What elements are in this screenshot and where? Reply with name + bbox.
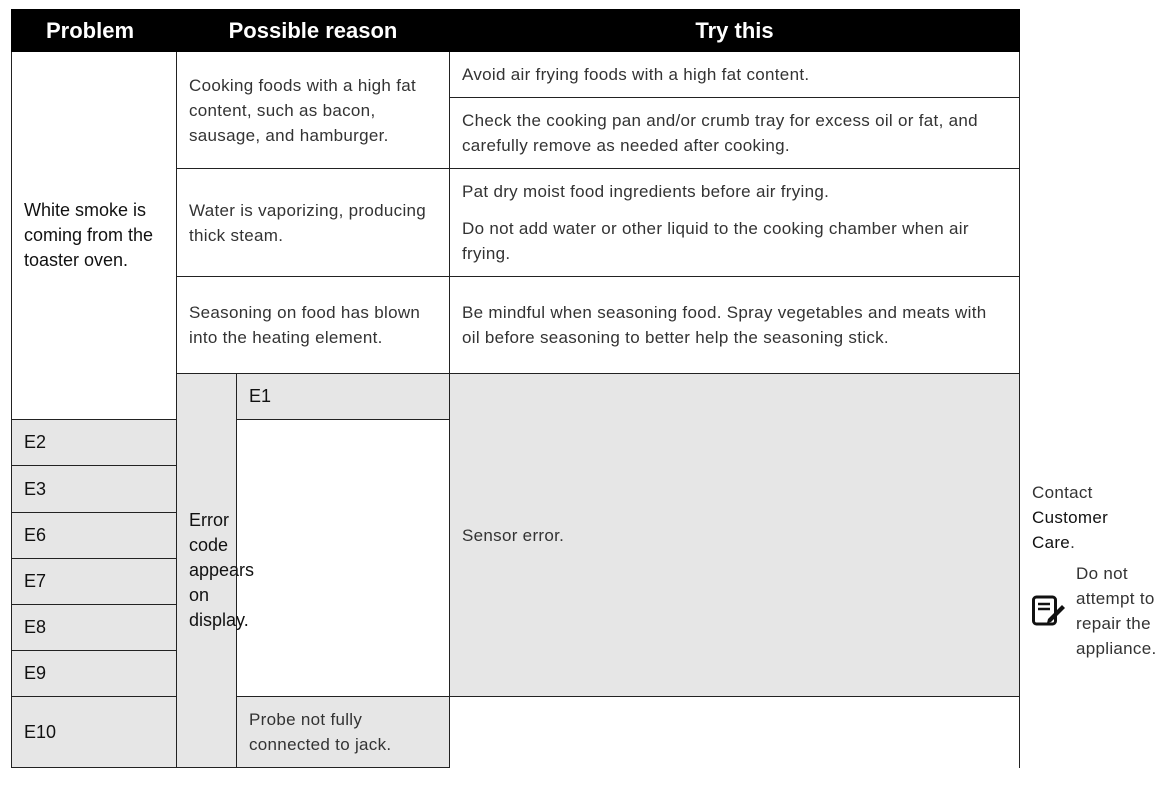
header-problem: Problem [12, 10, 177, 52]
reason-water-vapor: Water is vaporizing, producing thick steam. [177, 169, 450, 277]
try-check-pan: Check the cooking pan and/or crumb tray for excess oil or fat, and carefully remove as needed after cooking. [450, 98, 1020, 169]
problem-white-smoke: White smoke is coming from the toaster oven. [12, 52, 177, 420]
error-code: E3 [12, 466, 177, 513]
error-code: E7 [12, 559, 177, 605]
error-code: E8 [12, 605, 177, 651]
try-water-cell [450, 169, 1020, 277]
reason-probe: Probe not fully connected to jack. [237, 697, 450, 768]
contact-suffix: . [1070, 533, 1076, 552]
reason-sensor-error: Sensor error. [450, 374, 1020, 697]
error-code: E6 [12, 513, 177, 559]
error-code: E1 [237, 374, 450, 420]
note-pencil-icon [1032, 595, 1066, 627]
contact-prefix: Contact [1032, 483, 1093, 502]
error-code: E2 [12, 420, 177, 466]
customer-care-link[interactable]: Customer Care [1032, 508, 1109, 552]
reason-high-fat: Cooking foods with a high fat content, such as bacon, sausage, and hamburger. [177, 52, 450, 169]
header-try-this: Try this [450, 10, 1020, 52]
note-text: Do not attempt to repair the appliance. [1076, 564, 1157, 658]
try-avoid-high-fat: Avoid air frying foods with a high fat content. [450, 52, 1020, 98]
error-code: E10 [12, 697, 177, 768]
try-no-water: Do not add water or other liquid to the cooking chamber when air frying. [462, 219, 969, 263]
problem-error-code: Error code appears on display. [177, 374, 237, 768]
try-seasoning: Be mindful when seasoning food. Spray vegetables and meats with oil before seasoning to better help the seasoning stick. [450, 277, 1020, 374]
error-code: E9 [12, 651, 177, 697]
reason-seasoning: Seasoning on food has blown into the heating element. [177, 277, 450, 374]
header-possible-reason: Possible reason [177, 10, 450, 52]
try-pat-dry: Pat dry moist food ingredients before air frying. [462, 182, 830, 201]
troubleshooting-table [11, 9, 1157, 768]
